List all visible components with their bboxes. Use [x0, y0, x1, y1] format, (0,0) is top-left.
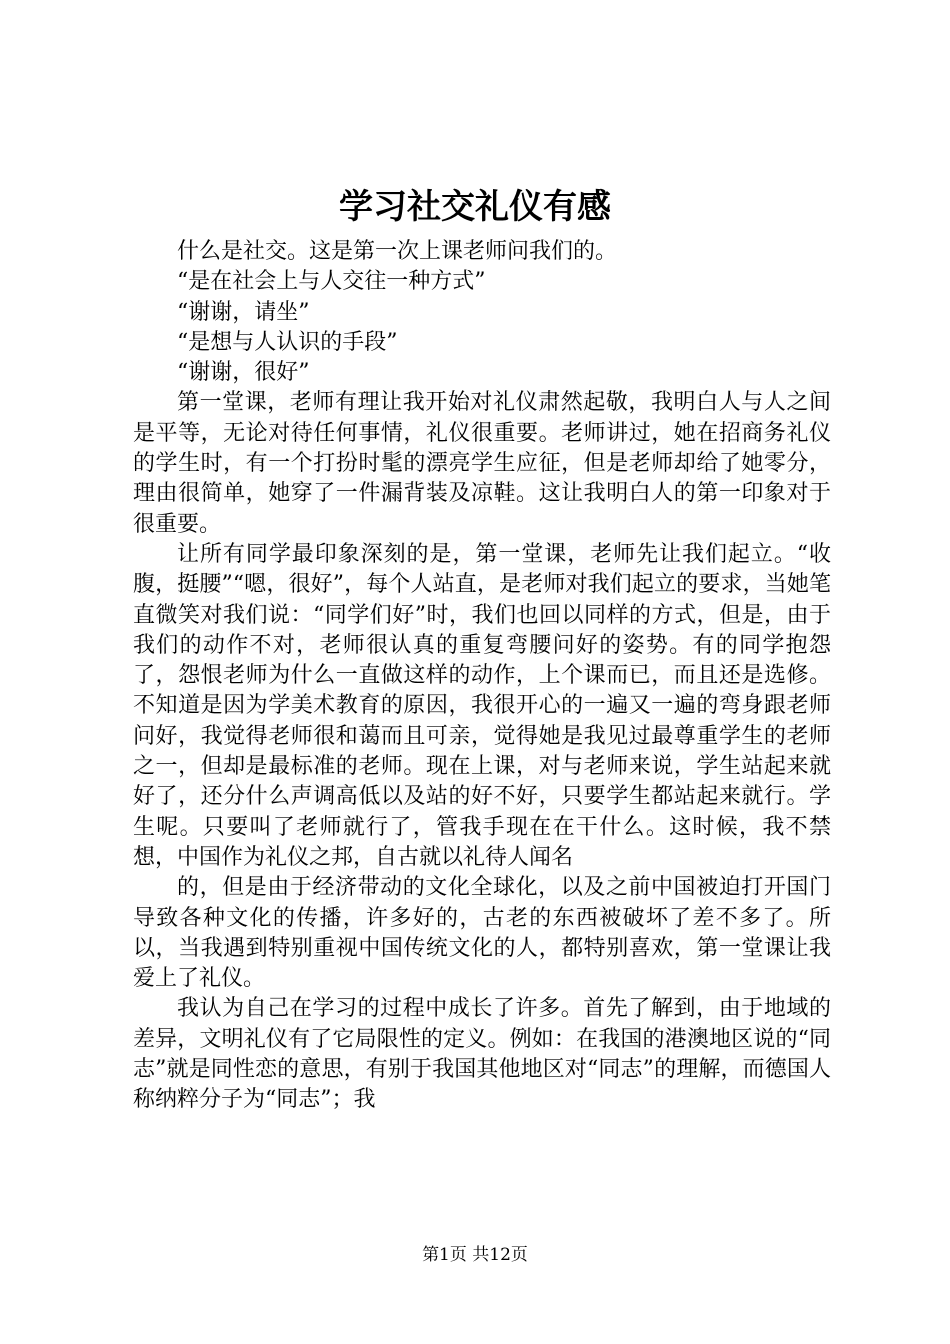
- paragraph: “是在社会上与人交往一种方式”: [177, 269, 486, 295]
- paragraph: 第一堂课，老师有理让我开始对礼仪肃然起敬，我明白人与人之间是平等，无论对待任何事情，礼仪很重要。老师讲过，她在招商务礼仪的学生时，有一个打扮时髦的漂亮学生应征，但是老师却给了她零分，理由很简单，她穿了一件漏背装及凉鞋。这让我明白人的第一印象对于很重要。: [133, 390, 831, 537]
- paragraph: 什么是社交。这是第一次上课老师问我们的。: [177, 239, 618, 264]
- paragraph: 的，但是由于经济带动的文化全球化，以及之前中国被迫打开国门导致各种文化的传播，许多好的，古老的东西被破坏了差不多了。所以，当我遇到特别重视中国传统文化的人，都特别喜欢，第一堂课让我爱上了礼仪。: [133, 875, 831, 992]
- paragraph: 让所有同学最印象深刻的是，第一堂课，老师先让我们起立。“收腹，挺腰”“嗯，很好”，每个人站直，是老师对我们起立的要求，当她笔直微笑对我们说：“同学们好”时，我们也回以同样的方式，但是，由于我们的动作不对，老师很认真的重复弯腰问好的姿势。有的同学抱怨了，怨恨老师为什么一直做这样的动作，上个课而已，而且还是选修。不知道是因为学美术教育的原因，我很开心的一遍又一遍的弯身跟老师问好，我觉得老师很和蔼而且可亲，觉得她是我见过最尊重学生的老师之一，但却是最标准的老师。现在上课，对与老师来说，学生站起来就好了，还分什么声调高低以及站的好不好，只要学生都站起来就行。学生呢。只要叫了老师就行了，管我手现在在干什么。这时候，我不禁想，中国作为礼仪之邦，自古就以礼待人闻名: [133, 541, 831, 870]
- document-body: [133, 237, 831, 1116]
- paragraph: “是想与人认识的手段”: [177, 329, 398, 355]
- paragraph: “谢谢，很好”: [177, 360, 310, 386]
- paragraph: 我认为自己在学习的过程中成长了许多。首先了解到，由于地域的差异，文明礼仪有了它局限性的定义。例如：在我国的港澳地区说的“同志”就是同性恋的意思，有别于我国其他地区对“同志”的理解，而德国人称纳粹分子为“同志”；我: [133, 996, 831, 1113]
- page-number-footer: 第1页 共12页: [422, 1245, 528, 1265]
- paragraph: “谢谢，请坐”: [177, 299, 310, 325]
- document-title: 学习社交礼仪有感: [339, 187, 611, 227]
